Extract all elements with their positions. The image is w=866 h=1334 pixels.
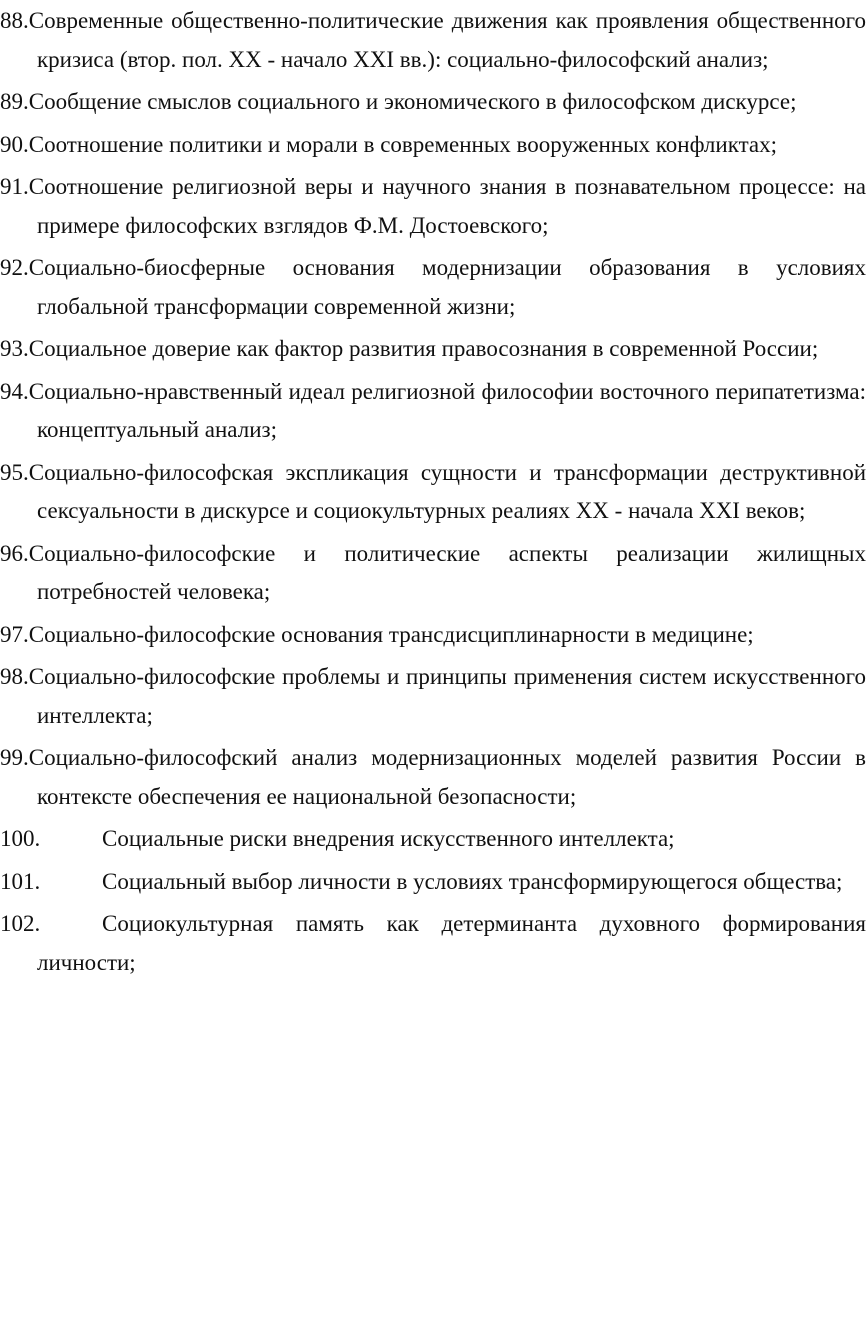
item-text: Социальный выбор личности в условиях трансформирующегося общества;: [102, 868, 843, 894]
list-item: [0, 454, 866, 531]
item-text: Социокультурная память как детерминанта духовного формирования личности;: [37, 911, 866, 975]
list-item: [0, 168, 866, 245]
item-number: 89.: [0, 89, 29, 114]
item-text: Социально-философские основания трансдисциплинарности в медицине;: [28, 621, 754, 647]
list-item: [0, 863, 866, 902]
item-text: Социальное доверие как фактор развития правосознания в современной России;: [28, 336, 819, 361]
item-number: 91.: [0, 174, 29, 199]
item-number: 92.: [0, 255, 29, 280]
item-number: 96.: [0, 540, 29, 566]
item-number: 101.: [0, 868, 41, 894]
list-item: [0, 2, 866, 79]
list-item: [0, 739, 866, 816]
item-number: 93.: [0, 336, 29, 361]
item-number: 94.: [0, 378, 29, 404]
item-text: Соотношение религиозной веры и научного знания в познавательном процессе: на примере философских взглядов Ф.М. Достоевского;: [28, 174, 866, 238]
list-item: [0, 373, 866, 450]
item-number: 90.: [0, 131, 29, 157]
item-text: Социально-нравственный идеал религиозной философии восточного перипатетизма: концептуальный анализ;: [28, 378, 866, 442]
item-text: Современные общественно-политические движения как проявления общественного кризиса (втор. пол. XX - начало XXI вв.): социально-философский анализ;: [28, 8, 866, 72]
item-number: 99.: [0, 745, 29, 770]
item-number: 97.: [0, 621, 29, 647]
item-text: Социально-биосферные основания модернизации образования в условиях глобальной трансформации современной жизни;: [28, 255, 866, 319]
item-text: Социальные риски внедрения искусственного интеллекта;: [102, 826, 675, 851]
item-number: 88.: [0, 8, 29, 33]
list-item: [0, 126, 866, 165]
item-number: 102.: [0, 911, 41, 936]
item-text: Социально-философские и политические аспекты реализации жилищных потребностей человека;: [28, 540, 866, 604]
item-number: 98.: [0, 664, 29, 689]
item-text: Социально-философская экспликация сущности и трансформации деструктивной сексуальности в дискурсе и социокультурных реалиях XX - начала XXI веков;: [28, 459, 866, 523]
list-item: [0, 820, 866, 859]
item-number: 95.: [0, 459, 29, 485]
list-item: [0, 249, 866, 326]
item-text: Соотношение политики и морали в современных вооруженных конфликтах;: [28, 131, 778, 157]
list-item: [0, 535, 866, 612]
item-text: Социально-философский анализ модернизационных моделей развития России в контексте обеспечения ее национальной безопасности;: [28, 745, 866, 809]
list-item: [0, 616, 866, 655]
list-item: [0, 330, 866, 369]
item-text: Социально-философские проблемы и принципы применения систем искусственного интеллекта;: [28, 664, 866, 728]
list-item: [0, 658, 866, 735]
item-number: 100.: [0, 826, 41, 851]
item-text: Сообщение смыслов социального и экономического в философском дискурсе;: [28, 89, 797, 114]
list-item: [0, 83, 866, 122]
list-item: [0, 905, 866, 982]
